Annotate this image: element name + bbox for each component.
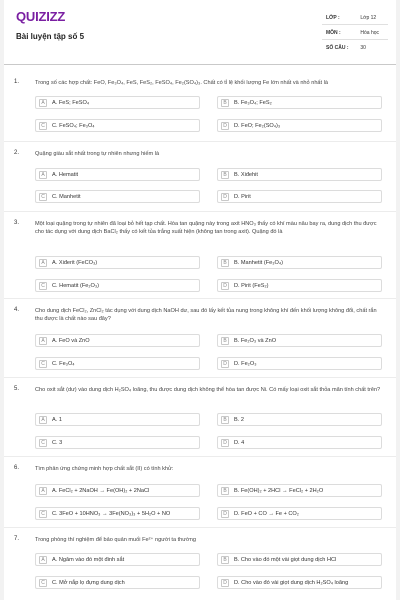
option-letter-badge: A [39, 337, 47, 345]
answer-option[interactable] [35, 576, 200, 589]
meta-subject [326, 30, 379, 36]
worksheet-title: Bài luyện tập số 5 [16, 32, 85, 41]
option-letter-badge: D [221, 510, 229, 518]
meta-count [326, 45, 366, 51]
option-letter-badge: C [39, 439, 47, 447]
option-text: D. FeO; Fe₂(SO₄)₃ [234, 123, 281, 129]
option-text: A. Xiđerit (FeCO₃) [52, 260, 98, 266]
option-letter-badge: C [39, 122, 47, 130]
question-divider [4, 456, 396, 457]
answer-option[interactable] [35, 507, 200, 520]
option-letter-badge: B [221, 337, 229, 345]
answer-option[interactable] [35, 279, 200, 292]
answer-option[interactable] [35, 119, 200, 132]
answer-option[interactable] [217, 190, 382, 203]
option-text: C. FeSO₄; Fe₃O₄ [52, 123, 95, 129]
question-text: Một loại quặng trong tự nhiên đã loại bỏ hết tạp chất. Hòa tan quặng này trong axit HNO₃ thấy có khí màu nâu bay ra, dung dịch thu được cho tác dụng với dung dịch BaCl₂ thấy có kết tủa trắng xuất hiện (không tan trong axit). Quặng đó là [35, 221, 377, 235]
option-letter-badge: D [221, 193, 229, 201]
option-text: B. Cho vào đó một vài giọt dung dịch HCl [234, 557, 337, 563]
answer-option[interactable] [217, 334, 382, 347]
header-divider [4, 64, 396, 65]
meta-count-value: 30 [360, 45, 366, 51]
option-text: C. Mở nắp lọ đựng dung dịch [52, 580, 125, 586]
option-letter-badge: A [39, 171, 47, 179]
option-text: C. 3FeO + 10HNO₃ → 3Fe(NO₃)₃ + 5H₂O + NO [52, 511, 171, 517]
meta-count-label: SỐ CÂU : [326, 45, 349, 51]
answer-option[interactable] [35, 190, 200, 203]
meta-subject-label: MÔN : [326, 30, 341, 36]
answer-option[interactable] [217, 119, 382, 132]
option-letter-badge: A [39, 487, 47, 495]
option-letter-badge: A [39, 416, 47, 424]
answer-option[interactable] [35, 553, 200, 566]
option-letter-badge: C [39, 579, 47, 587]
answer-option[interactable] [35, 334, 200, 347]
answer-option[interactable] [35, 256, 200, 269]
option-text: D. Cho vào đó vài giọt dung dịch H₂SO₄ loãng [234, 580, 349, 586]
question-number: 4. [14, 307, 20, 313]
option-letter-badge: B [221, 416, 229, 424]
option-letter-badge: B [221, 99, 229, 107]
option-letter-badge: D [221, 360, 229, 368]
answer-option[interactable] [217, 413, 382, 426]
option-text: B. Fe₂O₃ và ZnO [234, 338, 277, 344]
question-divider [4, 298, 396, 299]
answer-option[interactable] [217, 576, 382, 589]
answer-option[interactable] [217, 168, 382, 181]
option-text: A. FeO và ZnO [52, 338, 90, 344]
option-letter-badge: C [39, 282, 47, 290]
question-text: Quặng giàu sắt nhất trong tự nhiên nhưng hiếm là [35, 151, 160, 157]
option-text: D. Pirit [234, 194, 251, 200]
answer-option[interactable] [35, 436, 200, 449]
question-divider [4, 377, 396, 378]
option-text: A. 1 [52, 417, 62, 423]
question-divider [4, 211, 396, 212]
answer-option[interactable] [217, 484, 382, 497]
worksheet-page [4, 0, 396, 600]
quizizz-logo: QUIZIZZ [16, 9, 66, 24]
worksheet-header [4, 0, 396, 58]
meta-divider [322, 24, 388, 25]
option-text: B. Xiđehit [234, 172, 258, 178]
option-text: A. Hematit [52, 172, 79, 178]
option-letter-badge: D [221, 579, 229, 587]
meta-divider [322, 39, 388, 40]
option-text: C. 3 [52, 440, 63, 446]
option-text: C. Fe₃O₄ [52, 361, 75, 367]
option-text: D. FeO + CO → Fe + CO₂ [234, 511, 299, 517]
answer-option[interactable] [217, 96, 382, 109]
option-text: D. 4 [234, 440, 245, 446]
option-text: D. Pirit (FeS₂) [234, 283, 269, 289]
answer-option[interactable] [217, 256, 382, 269]
option-letter-badge: C [39, 193, 47, 201]
option-text: A. FeCl₂ + 2NaOH → Fe(OH)₂ + 2NaCl [52, 488, 150, 494]
answer-option[interactable] [217, 553, 382, 566]
question-number: 6. [14, 465, 20, 471]
option-letter-badge: B [221, 259, 229, 267]
question-text: Cho oxit sắt (dư) vào dung dịch H₂SO₄ loãng, thu được dung dịch không thể hòa tan được Ni. Có mấy loại oxit sắt thỏa mãn tính chất trên? [35, 387, 381, 393]
option-letter-badge: C [39, 510, 47, 518]
option-letter-badge: D [221, 439, 229, 447]
question-number: 7. [14, 536, 20, 542]
option-text: B. Fe₃O₄; FeS₂ [234, 100, 272, 106]
option-text: B. 2 [234, 417, 244, 423]
meta-class-label: LỚP : [326, 15, 340, 21]
option-letter-badge: D [221, 122, 229, 130]
question-text: Trong phòng thí nghiệm để bảo quản muối Fe²⁺ người ta thường [35, 537, 196, 543]
option-text: A. Ngâm vào đó một đinh sắt [52, 557, 125, 563]
question-number: 5. [14, 386, 20, 392]
option-letter-badge: B [221, 556, 229, 564]
option-text: B. Manhetit (Fe₃O₄) [234, 260, 284, 266]
option-text: D. Fe₂O₃ [234, 361, 257, 367]
meta-class-value: Lớp 12 [360, 15, 377, 21]
option-letter-badge: A [39, 556, 47, 564]
question-text: Trong số các hợp chất: FeO, Fe₃O₄, FeS, FeS₂, FeSO₄, Fe₂(SO₄)₃. Chất có tỉ lệ khối lượng Fe lớn nhất và nhỏ nhất là [35, 80, 329, 86]
option-text: C. Manhetit [52, 194, 81, 200]
answer-option[interactable] [35, 357, 200, 370]
answer-option[interactable] [35, 168, 200, 181]
answer-option[interactable] [35, 413, 200, 426]
question-divider [4, 527, 396, 528]
question-divider [4, 141, 396, 142]
option-text: C. Hematit (Fe₂O₃) [52, 283, 100, 289]
answer-option[interactable] [35, 484, 200, 497]
option-letter-badge: A [39, 99, 47, 107]
option-letter-badge: A [39, 259, 47, 267]
option-letter-badge: B [221, 487, 229, 495]
answer-option[interactable] [35, 96, 200, 109]
question-text: Cho dung dịch FeCl₂, ZnCl₂ tác dụng với dung dịch NaOH dư, sau đó lấy kết tủa nung trong không khí đến khối lượng không đổi, chất rắn thu được là chất nào sau đây? [35, 308, 377, 322]
question-number: 3. [14, 220, 20, 226]
option-letter-badge: C [39, 360, 47, 368]
meta-subject-value: Hóa học [360, 30, 380, 36]
question-number: 1. [14, 79, 20, 85]
answer-option[interactable] [217, 357, 382, 370]
option-text: B. Fe(OH)₂ + 2HCl → FeCl₂ + 2H₂O [234, 488, 324, 494]
option-text: A. FeS; FeSO₄ [52, 100, 90, 106]
answer-option[interactable] [217, 507, 382, 520]
meta-class [326, 15, 376, 21]
question-number: 2. [14, 150, 20, 156]
option-letter-badge: D [221, 282, 229, 290]
question-text: Tìm phản ứng chứng minh hợp chất sắt (II) có tính khử: [35, 466, 174, 472]
answer-option[interactable] [217, 279, 382, 292]
answer-option[interactable] [217, 436, 382, 449]
option-letter-badge: B [221, 171, 229, 179]
